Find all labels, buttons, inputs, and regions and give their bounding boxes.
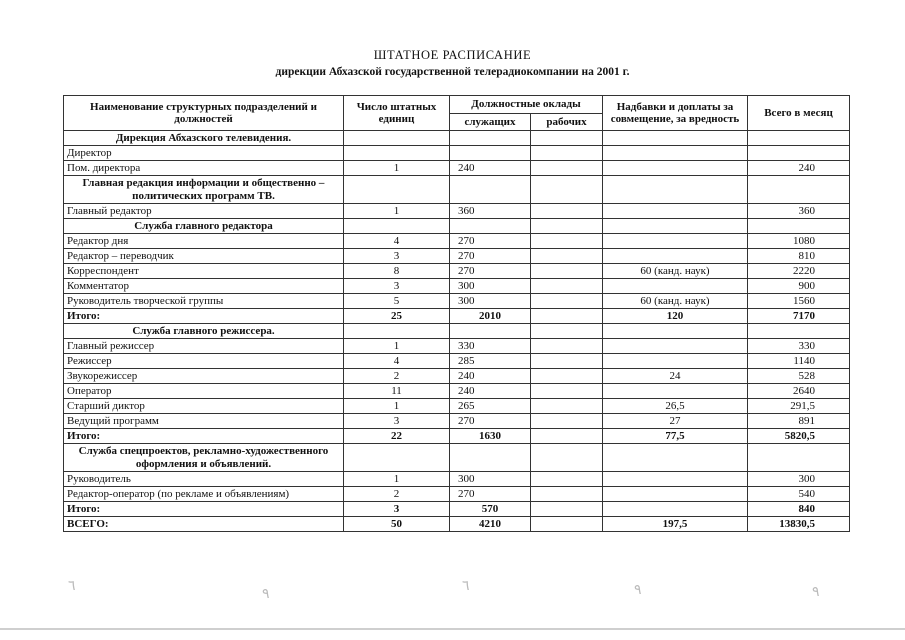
cell-name: Служба главного режиссера. [64,324,344,339]
cell-total: 1140 [748,354,850,369]
cell-emp [450,324,531,339]
cell-count: 1 [344,399,450,414]
cell-emp [450,444,531,472]
cell-total: 2220 [748,264,850,279]
cell-extra: 77,5 [603,429,748,444]
cell-work [531,294,603,309]
cell-total [748,146,850,161]
cell-work [531,502,603,517]
cell-emp: 240 [450,384,531,399]
cell-work [531,399,603,414]
cell-name: Главный режиссер [64,339,344,354]
cell-emp: 360 [450,204,531,219]
cell-total: 810 [748,249,850,264]
cell-emp: 270 [450,264,531,279]
cell-extra [603,176,748,204]
table-row [64,369,850,384]
cell-extra: 24 [603,369,748,384]
table-row [64,339,850,354]
cell-name: Корреспондент [64,264,344,279]
document-subtitle: дирекции Абхазской государственной телерадиокомпании на 2001 г. [275,66,630,78]
cell-emp [450,219,531,234]
cell-name: Главная редакция информации и общественно – политических программ ТВ. [64,176,344,204]
cell-total: 7170 [748,309,850,324]
cell-count: 2 [344,369,450,384]
section-row [64,444,850,472]
cell-work [531,219,603,234]
table-row [64,161,850,176]
cell-count: 11 [344,384,450,399]
cell-emp [450,131,531,146]
cell-total: 528 [748,369,850,384]
cell-name: Редактор дня [64,234,344,249]
cell-extra [603,279,748,294]
cell-extra: 27 [603,414,748,429]
table-row [64,279,850,294]
scan-mark: ٩ [634,583,642,598]
table-row [64,234,850,249]
cell-extra [603,146,748,161]
cell-name: Редактор-оператор (по рекламе и объявлениям) [64,487,344,502]
header-salaries: Должностные оклады [450,96,603,114]
cell-extra [603,502,748,517]
section-row [64,324,850,339]
cell-name: Редактор – переводчик [64,249,344,264]
cell-total [748,219,850,234]
cell-extra [603,472,748,487]
cell-total [748,324,850,339]
cell-name: Оператор [64,384,344,399]
cell-total: 291,5 [748,399,850,414]
cell-name: Служба главного редактора [64,219,344,234]
cell-work [531,146,603,161]
table-header [64,96,850,131]
cell-work [531,249,603,264]
cell-total: 1080 [748,234,850,249]
table-row [64,294,850,309]
cell-total: 840 [748,502,850,517]
cell-work [531,354,603,369]
cell-name: Итого: [64,429,344,444]
cell-count: 1 [344,472,450,487]
cell-count [344,176,450,204]
cell-name: Главный редактор [64,204,344,219]
cell-emp: 300 [450,294,531,309]
table-row [64,414,850,429]
scan-mark: ٦ [68,579,76,594]
cell-count: 3 [344,502,450,517]
cell-extra [603,204,748,219]
cell-count: 3 [344,279,450,294]
cell-extra [603,339,748,354]
header-workers: рабочих [531,113,603,131]
section-row [64,131,850,146]
cell-count: 3 [344,249,450,264]
cell-name: Служба спецпроектов, рекламно-художественного оформления и объявлений. [64,444,344,472]
cell-name: Режиссер [64,354,344,369]
cell-count: 4 [344,354,450,369]
cell-count [344,219,450,234]
cell-extra [603,487,748,502]
cell-work [531,414,603,429]
cell-work [531,234,603,249]
cell-work [531,369,603,384]
cell-extra [603,249,748,264]
cell-work [531,444,603,472]
cell-name: Звукорежиссер [64,369,344,384]
header-name: Наименование структурных подразделений и должностей [64,96,344,131]
cell-total: 891 [748,414,850,429]
subtotal-row [64,502,850,517]
cell-count: 1 [344,339,450,354]
cell-emp: 270 [450,249,531,264]
cell-count [344,324,450,339]
cell-count: 25 [344,309,450,324]
cell-total: 2640 [748,384,850,399]
cell-work [531,517,603,532]
cell-work [531,339,603,354]
header-total: Всего в месяц [748,96,850,131]
table-row [64,249,850,264]
cell-name: Комментатор [64,279,344,294]
table-row [64,384,850,399]
cell-count: 1 [344,161,450,176]
cell-name: Дирекция Абхазского телевидения. [64,131,344,146]
cell-extra: 26,5 [603,399,748,414]
cell-total: 13830,5 [748,517,850,532]
subtotal-row [64,309,850,324]
cell-count: 5 [344,294,450,309]
cell-total: 540 [748,487,850,502]
cell-emp: 570 [450,502,531,517]
cell-name: Директор [64,146,344,161]
document-title: ШТАТНОЕ РАСПИСАНИЕ [373,48,532,62]
cell-emp: 300 [450,279,531,294]
cell-work [531,487,603,502]
cell-name: Ведущий программ [64,414,344,429]
cell-work [531,309,603,324]
cell-total: 300 [748,472,850,487]
cell-total: 900 [748,279,850,294]
cell-extra [603,354,748,369]
cell-name: Руководитель [64,472,344,487]
scan-edge [0,628,905,630]
cell-total: 240 [748,161,850,176]
cell-emp: 270 [450,234,531,249]
cell-count: 4 [344,234,450,249]
cell-emp [450,176,531,204]
table-row [64,264,850,279]
cell-work [531,429,603,444]
cell-work [531,472,603,487]
cell-name: Пом. директора [64,161,344,176]
cell-emp: 240 [450,369,531,384]
staff-table [63,95,850,532]
cell-total [748,444,850,472]
cell-name: Итого: [64,502,344,517]
cell-work [531,131,603,146]
cell-extra: 120 [603,309,748,324]
section-row [64,176,850,204]
cell-total: 330 [748,339,850,354]
cell-total: 5820,5 [748,429,850,444]
table-row [64,472,850,487]
subtotal-row [64,429,850,444]
cell-emp: 330 [450,339,531,354]
cell-total [748,176,850,204]
cell-extra [603,161,748,176]
cell-total: 360 [748,204,850,219]
cell-count: 3 [344,414,450,429]
cell-name: Старший диктор [64,399,344,414]
cell-emp [450,146,531,161]
cell-extra [603,384,748,399]
cell-emp: 300 [450,472,531,487]
cell-extra [603,324,748,339]
table-row [64,487,850,502]
cell-extra [603,131,748,146]
table-body [64,131,850,532]
cell-count: 22 [344,429,450,444]
cell-work [531,176,603,204]
cell-count: 50 [344,517,450,532]
cell-extra [603,219,748,234]
cell-count [344,146,450,161]
cell-work [531,264,603,279]
cell-work [531,161,603,176]
cell-name: ВСЕГО: [64,517,344,532]
header-extras: Надбавки и доплаты за совмещение, за вредность [603,96,748,131]
cell-emp: 2010 [450,309,531,324]
table-row [64,399,850,414]
section-row [64,219,850,234]
cell-total: 1560 [748,294,850,309]
cell-work [531,279,603,294]
cell-extra [603,234,748,249]
scan-mark: ٦ [462,579,470,594]
cell-extra: 60 (канд. наук) [603,294,748,309]
cell-extra: 197,5 [603,517,748,532]
cell-count: 1 [344,204,450,219]
cell-count: 2 [344,487,450,502]
cell-emp: 1630 [450,429,531,444]
cell-extra: 60 (канд. наук) [603,264,748,279]
cell-emp: 285 [450,354,531,369]
cell-emp: 240 [450,161,531,176]
header-employees: служащих [450,113,531,131]
table-row [64,354,850,369]
table-row [64,204,850,219]
cell-extra [603,444,748,472]
cell-work [531,324,603,339]
cell-emp: 265 [450,399,531,414]
cell-name: Руководитель творческой группы [64,294,344,309]
scan-mark: ٩ [262,587,270,602]
subtotal-row [64,517,850,532]
table-row [64,146,850,161]
cell-count: 8 [344,264,450,279]
cell-work [531,204,603,219]
cell-name: Итого: [64,309,344,324]
cell-emp: 270 [450,414,531,429]
header-count: Число штатных единиц [344,96,450,131]
cell-total [748,131,850,146]
cell-count [344,131,450,146]
cell-count [344,444,450,472]
cell-work [531,384,603,399]
cell-emp: 270 [450,487,531,502]
scan-mark: ٩ [812,585,820,600]
cell-emp: 4210 [450,517,531,532]
